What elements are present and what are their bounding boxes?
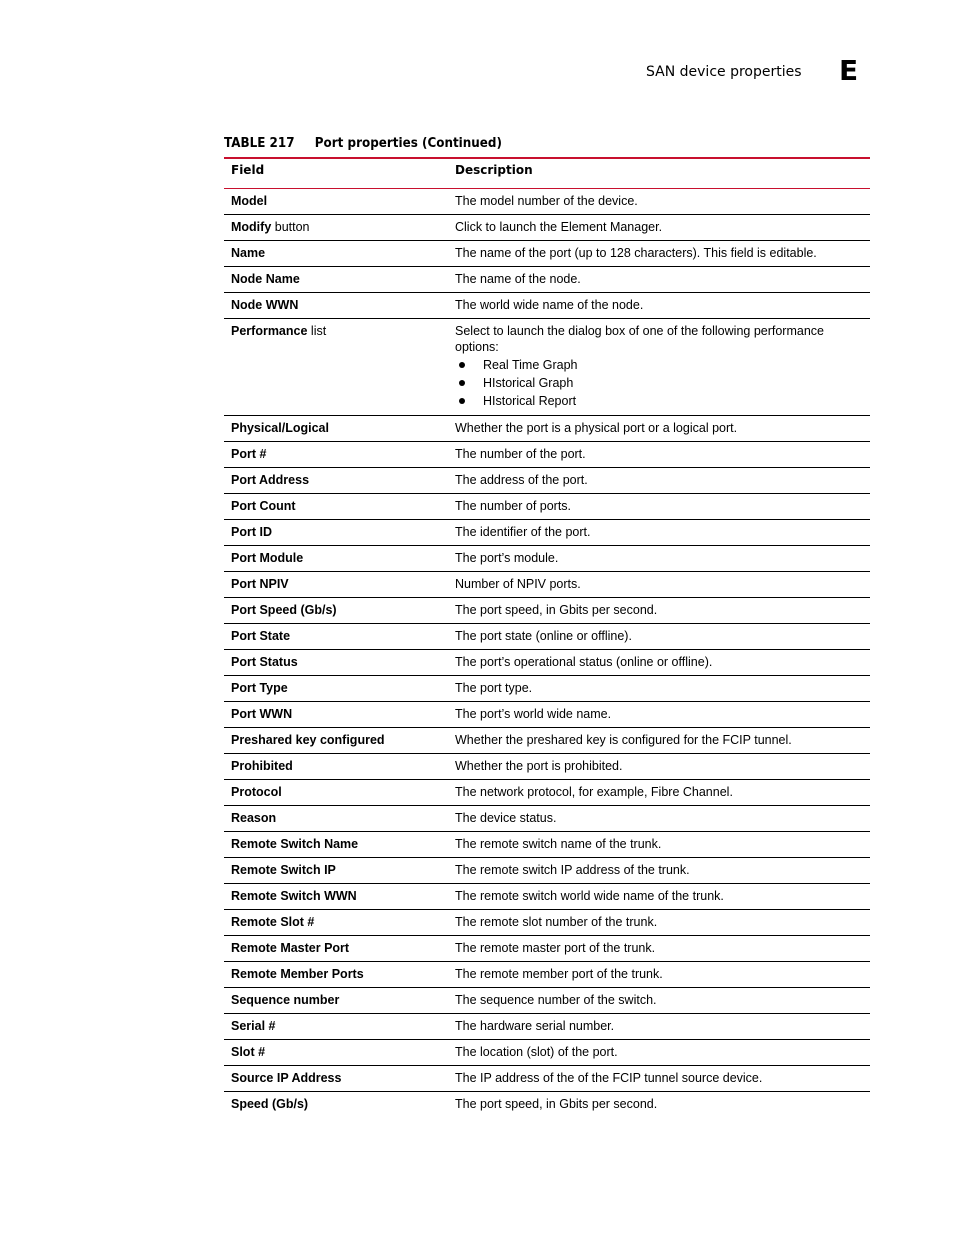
- field-name: Remote Switch WWN: [231, 889, 357, 903]
- description-text: The name of the node.: [455, 272, 581, 286]
- field-name: Port State: [231, 629, 291, 643]
- description-cell: [448, 966, 870, 982]
- field-cell: [224, 271, 448, 287]
- description-text: The sequence number of the switch.: [455, 993, 657, 1007]
- field-cell: [224, 323, 448, 410]
- description-text: The port type.: [455, 681, 533, 695]
- bullet-item: HIstorical Graph: [455, 374, 840, 392]
- column-header-field: Field: [231, 163, 265, 177]
- description-cell: [448, 810, 870, 826]
- field-name: Slot #: [231, 1045, 266, 1059]
- field-cell: [224, 862, 448, 878]
- field-cell: [224, 446, 448, 462]
- description-cell: [448, 628, 870, 644]
- description-text: Click to launch the Element Manager.: [455, 220, 663, 234]
- description-text: The hardware serial number.: [455, 1019, 615, 1033]
- table-row: [224, 936, 870, 962]
- field-name: Port Count: [231, 499, 296, 513]
- field-cell: [224, 680, 448, 696]
- bullet-item: HIstorical Report: [455, 392, 840, 410]
- field-cell: [224, 758, 448, 774]
- field-name: Model: [231, 194, 268, 208]
- description-cell: [448, 914, 870, 930]
- field-suffix: button: [271, 220, 310, 234]
- field-cell: [224, 940, 448, 956]
- field-name: Remote Master Port: [231, 941, 350, 955]
- description-text: The remote member port of the trunk.: [455, 967, 663, 981]
- description-cell: [448, 472, 870, 488]
- description-text: The address of the port.: [455, 473, 588, 487]
- field-suffix: list: [307, 324, 327, 338]
- table-row: [224, 442, 870, 468]
- field-cell: [224, 219, 448, 235]
- table-caption: [224, 136, 502, 151]
- table-row: [224, 293, 870, 319]
- field-cell: [224, 888, 448, 904]
- description-text: Whether the preshared key is configured for the FCIP tunnel.: [455, 733, 792, 747]
- table-row: [224, 241, 870, 267]
- table-row: [224, 624, 870, 650]
- field-name: Name: [231, 246, 266, 260]
- field-name: Port #: [231, 447, 267, 461]
- field-name: Prohibited: [231, 759, 293, 773]
- field-cell: [224, 732, 448, 748]
- table-row: [224, 858, 870, 884]
- field-name: Port Status: [231, 655, 298, 669]
- field-cell: [224, 654, 448, 670]
- bullet-item: Real Time Graph: [455, 356, 840, 374]
- description-cell: [448, 446, 870, 462]
- field-cell: [224, 193, 448, 209]
- table-row: [224, 598, 870, 624]
- description-text: Whether the port is a physical port or a logical port.: [455, 421, 738, 435]
- description-text: The device status.: [455, 811, 557, 825]
- table-row: [224, 728, 870, 754]
- table-row: [224, 267, 870, 293]
- field-name: Remote Switch IP: [231, 863, 336, 877]
- table-row: [224, 702, 870, 728]
- description-text: Number of NPIV ports.: [455, 577, 581, 591]
- field-cell: [224, 1044, 448, 1060]
- field-cell: [224, 1096, 448, 1112]
- field-name: Port Speed (Gb/s): [231, 603, 337, 617]
- field-cell: [224, 602, 448, 618]
- description-cell: [448, 862, 870, 878]
- field-name: Node Name: [231, 272, 300, 286]
- description-cell: [448, 706, 870, 722]
- description-cell: [448, 271, 870, 287]
- field-name: Remote Switch Name: [231, 837, 359, 851]
- table-row: [224, 215, 870, 241]
- table-row: [224, 468, 870, 494]
- field-name: Reason: [231, 811, 277, 825]
- table-header-row: [224, 159, 870, 189]
- description-cell: [448, 524, 870, 540]
- field-cell: [224, 498, 448, 514]
- description-text: The remote switch name of the trunk.: [455, 837, 662, 851]
- field-name: Source IP Address: [231, 1071, 342, 1085]
- description-text: The number of the port.: [455, 447, 586, 461]
- description-text: The number of ports.: [455, 499, 572, 513]
- description-cell: [448, 550, 870, 566]
- table-row: [224, 1014, 870, 1040]
- field-name: Performance: [231, 324, 308, 338]
- table-row: [224, 319, 870, 416]
- field-cell: [224, 784, 448, 800]
- table-row: [224, 416, 870, 442]
- table-number: TABLE 217: [224, 136, 295, 151]
- description-cell: [448, 323, 870, 410]
- field-name: Remote Slot #: [231, 915, 315, 929]
- table-row: [224, 1040, 870, 1066]
- table-row: [224, 806, 870, 832]
- description-text: The remote master port of the trunk.: [455, 941, 656, 955]
- description-text: The location (slot) of the port.: [455, 1045, 618, 1059]
- field-cell: [224, 628, 448, 644]
- description-text: The model number of the device.: [455, 194, 638, 208]
- field-cell: [224, 472, 448, 488]
- description-cell: [448, 245, 870, 261]
- description-cell: [448, 784, 870, 800]
- description-cell: [448, 193, 870, 209]
- field-name: Serial #: [231, 1019, 276, 1033]
- table-title: Port properties (Continued): [314, 136, 502, 151]
- table-row: [224, 962, 870, 988]
- table-body: [224, 189, 870, 1117]
- field-cell: [224, 245, 448, 261]
- description-cell: [448, 219, 870, 235]
- description-cell: [448, 992, 870, 1008]
- field-name: Remote Member Ports: [231, 967, 364, 981]
- field-name: Physical/Logical: [231, 421, 329, 435]
- field-name: Port ID: [231, 525, 272, 539]
- field-cell: [224, 914, 448, 930]
- table-row: [224, 189, 870, 215]
- field-name: Port Type: [231, 681, 288, 695]
- field-name: Modify: [231, 220, 272, 234]
- table-row: [224, 676, 870, 702]
- description-text: The name of the port (up to 128 characters). This field is editable.: [455, 246, 817, 260]
- field-cell: [224, 550, 448, 566]
- description-cell: [448, 576, 870, 592]
- table-row: [224, 988, 870, 1014]
- description-text: Whether the port is prohibited.: [455, 759, 623, 773]
- description-cell: [448, 654, 870, 670]
- table-row: [224, 1092, 870, 1117]
- field-cell: [224, 576, 448, 592]
- description-text: The port’s module.: [455, 551, 559, 565]
- description-text: The port’s world wide name.: [455, 707, 612, 721]
- description-text: The IP address of the of the FCIP tunnel source device.: [455, 1071, 763, 1085]
- description-text: The port’s operational status (online or offline).: [455, 655, 713, 669]
- description-cell: [448, 888, 870, 904]
- description-cell: [448, 732, 870, 748]
- description-cell: [448, 1018, 870, 1034]
- description-cell: [448, 1096, 870, 1112]
- description-text: The port speed, in Gbits per second.: [455, 603, 658, 617]
- field-name: Sequence number: [231, 993, 340, 1007]
- description-cell: [448, 498, 870, 514]
- field-cell: [224, 966, 448, 982]
- field-cell: [224, 1070, 448, 1086]
- field-cell: [224, 992, 448, 1008]
- port-properties-table: [224, 157, 870, 1117]
- field-cell: [224, 1018, 448, 1034]
- description-cell: [448, 1044, 870, 1060]
- table-row: [224, 910, 870, 936]
- description-text: The port speed, in Gbits per second.: [455, 1097, 658, 1111]
- bullet-list: [455, 356, 840, 410]
- table-row: [224, 884, 870, 910]
- description-cell: [448, 420, 870, 436]
- field-name: Protocol: [231, 785, 282, 799]
- table-row: [224, 650, 870, 676]
- table-row: [224, 494, 870, 520]
- description-text: The remote switch world wide name of the trunk.: [455, 889, 724, 903]
- description-cell: [448, 758, 870, 774]
- appendix-letter: E: [839, 54, 859, 87]
- field-name: Port NPIV: [231, 577, 289, 591]
- field-name: Port WWN: [231, 707, 293, 721]
- field-name: Port Module: [231, 551, 304, 565]
- table-row: [224, 754, 870, 780]
- page-header-title: SAN device properties: [646, 64, 802, 80]
- field-cell: [224, 810, 448, 826]
- field-cell: [224, 420, 448, 436]
- field-cell: [224, 524, 448, 540]
- field-name: Port Address: [231, 473, 310, 487]
- table-row: [224, 520, 870, 546]
- field-name: Preshared key configured: [231, 733, 385, 747]
- description-text: The port state (online or offline).: [455, 629, 632, 643]
- column-header-description: Description: [455, 163, 533, 177]
- description-text: The network protocol, for example, Fibre Channel.: [455, 785, 733, 799]
- table-row: [224, 832, 870, 858]
- field-cell: [224, 297, 448, 313]
- field-cell: [224, 706, 448, 722]
- field-cell: [224, 836, 448, 852]
- description-text: The remote switch IP address of the trunk.: [455, 863, 690, 877]
- table-row: [224, 1066, 870, 1092]
- field-name: Speed (Gb/s): [231, 1097, 309, 1111]
- description-cell: [448, 297, 870, 313]
- field-name: Node WWN: [231, 298, 299, 312]
- description-text: The world wide name of the node.: [455, 298, 644, 312]
- description-cell: [448, 680, 870, 696]
- description-text: Select to launch the dialog box of one of the following performance options:: [455, 324, 824, 354]
- description-cell: [448, 602, 870, 618]
- description-text: The remote slot number of the trunk.: [455, 915, 658, 929]
- description-text: The identifier of the port.: [455, 525, 591, 539]
- description-cell: [448, 836, 870, 852]
- table-row: [224, 572, 870, 598]
- description-cell: [448, 940, 870, 956]
- table-row: [224, 546, 870, 572]
- table-row: [224, 780, 870, 806]
- description-cell: [448, 1070, 870, 1086]
